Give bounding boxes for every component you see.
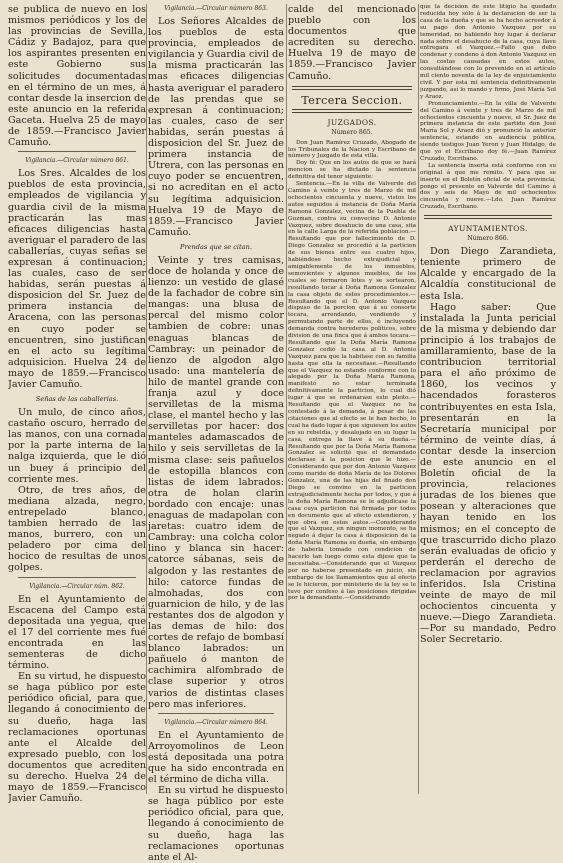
subheading: Prendas que se citan. [180, 242, 252, 251]
circular-header: Vigilancia.—Circular número 863. [164, 5, 268, 12]
paragraph: Don Diego Zarandieta, teniente primero de Alcalde y encargado de la Alcaldía constitucional de esta Isla. [420, 246, 556, 302]
paragraph: Veinte y tres camisas, doce de holanda y once de lienzo: un vestido de glasé de la fachador de cobre sin mangas: una blusa de percal del mismo color tambien de cobre: unas enaguas blancas de Cambray: un peinador de lienzo de algodon algo usado: una mantelería de hilo de mantel grande con franja azul y doce servilletas de la misma clase, el mantel hecho y las servilletas por hacer: dos manteles adamascados de hilo y seis servilletas de la misma clase: seis pañuelos de estopilla blancos con listas de idem labrados: otra de holan clarin bordado con encaje: unas enaguas de madapolan con jaretas: cuatro idem de Cambray: una colcha color lino y blanca sin hacer: catorce sábanas, seis de algodon y las restantes de hilo: catorce fundas de almohadas, dos con guarnicion de hilo, y de las restantes dos de algodon y las demas de hilo: dos cortes de refajo de bombasí blanco labrados: un pañuelo ó manton de cachimira alfombrado de clase superior y otros varios de distintas clases pero mas inferiores. [148, 254, 284, 710]
section-heading: AYUNTAMIENTOS. [448, 224, 528, 234]
column-2 [148, 4, 284, 863]
paragraph: En su virtud, he dispuesto se haga público por este periódico oficial, para que, llegando á conocimiento de su dueño, haga las reclamaciones oportunas ante el Alcalde del expresado pueblo, con los documentos que acrediten su derecho. Huelva 24 de mayo de 1859.—Francisco Javier Camuño. [8, 671, 146, 805]
paragraph: Un mulo, de cinco años, castaño oscuro, herrado de las manos, con una cornada por la parte interna de la nalga izquierda, que le dió un buey á principio del corriente mes. [8, 407, 146, 485]
paragraph: se publica de nuevo en los mismos periódicos y los de las provincias de Sevilla, Cádiz y Badajoz, para que los aspirantes presenten en este Gobierno sus solicitudes documentadas en el término de un mes, á contar desde la insercion de este anuncio en la referida Gaceta. Huelva 25 de mayo de 1859.—Francisco Javier Camuño. [8, 4, 146, 149]
paragraph: calde del mencionado pueblo con los documentos que acrediten su derecho. Huelva 19 de mayo de 1859.—Francisco Javier Camuño. [288, 4, 416, 82]
section-heading: JUZGADOS. [327, 117, 377, 127]
double-rule [424, 215, 552, 219]
paragraph: Los Sres. Alcaldes de los pueblos de esta provincia, empleados de vigilancia y guardia civil de la misma practicarán las mas eficaces diligencias hasta averiguar el paradero de las caballerías, cuyas señas se expresan á continuacion; las cuales, caso de ser habidas, serán puestas á disposicion del Sr. Juez de primera instancia de Aracena, con las personas en cuyo poder se encuentren, sino justifican en el acto su legítima adquisicion. Huelva 24 de mayo de 1859.—Francisco Javier Camuño. [8, 168, 146, 390]
column-4 [420, 4, 556, 646]
paragraph: Doy fé: Que en los autos de que se hará mencion se ha dictado la sentencia definitiva del tenor siguiente: [288, 160, 416, 181]
notice-number: Número 865. [331, 128, 373, 136]
column-1 [8, 4, 146, 804]
column-rule [146, 4, 147, 794]
paragraph: Sentencia.—En la villa de Valverde del Camino á veinte y tres de Marzo de mil ochocientos cincuenta y nueve, vistos los autos seguidos á instancia de Doña María Ramona Gonzalez, vecina de la Puebla de Guzman, contra su convecino D. Antonio Vazquez, sobre desahucio de una casa, sita en la calle Larga de la referida poblacion.—Resultando que por fallecimiento de D. Diego Gonzalez se procedió á la particion de sus bienes entre sus cuatro hijos, habiéndose hecho extrajudicial y amigablemente de los inmuebles, semovientes y algunos muebles, de los cuales se formaron lotes y se sortearon, resultando tocar á Doña Ramona Gonzalez la casa objeto de estos procedimientos.—Resultando que el D. Antonio Vazquez dispuso de la porcion que á su consorte tocara, arrendando, vendiendo y permutando parte de ellos, é incluyendo demanda contra herederos políticos, sobre division de una finca que á ambos tocara.—Resultando que la Doña María Ramona Gonzalez cedió la casa al D. Antonio Vazquez para que la habitase con su familia hasta que ella la necesitase.—Resultando que el Vazquez no estando conforme con lo alegado por la Doña María Ramona, manifestó no estar terminada definitivamente la particion, lo cual dió lugar á que se ordenarase este pleito.—Resultando que el Vazquez no ha contestado á la demanda, á pesar de las citaciones que al efecto se le han hecho, lo cual ha dado lugar á que siguiesen los autos en su rebeldía, y desalojado en su lugar la casa, entrega la llave á su dueña.—Resultando que por la Doña María Ramona Gonzalez se solicitó que el demandado declarase á la posicion que le hizo.—Considerando que por don Antonio Vazquez como marido de doña María de los Dolores Gonzalez, una de las hijas del finado don Diego se convino en la particion extrajudicialmente hecha por todos, y que á la doña María Ramona se le adjudicase la casa cuya particion fué firmada por todos en documento que al efecto extendieron, y que obra en estos autos.—Considerando que el Vazquez, en ningun momento, se ha negado á dejar la casa á disposicion de la doña María Ramona su dueña, sin embargo de haberla tomado con condicion de hacerlo tan luego como esta dijese que la necesitaba.—Considerando que el Vazquez por no haberse presentado en juicio, sin embargo de los llamamientos que al efecto se le hicieron, por ministerio de la ley se le tuvo por confeso á las posiciones dirigidas por la demandante.—Considerando [288, 181, 416, 602]
notice-number: Número 866. [467, 235, 509, 243]
double-rule [292, 86, 412, 90]
double-rule [292, 109, 412, 113]
paragraph: Don Juan Ramírez Cruzado, Abogado de los Tribunales de la Nacion y Escribano de número y Juzgado de esta villa. [288, 139, 416, 160]
paragraph: Hago saber: Que instalada la Junta pericial de la misma y debiendo dar principio á los trabajos de amillaramiento, base de la contribucion territorial para el año próximo de 1860, los vecinos y hacendados forasteros contribuyentes en esta Isla, presentarán en la Secretaría municipal por término de veinte días, á contar desde la insercion de este anuncio en el Boletín oficial de la provincia, relaciones juradas de los bienes que posean y alteraciones que hayan tenido en los mismos; en el concepto de que trascurrido dicho plazo serán evaluadas de oficio y perderán el derecho de reclamacion por agravios inferidos. Isla Cristina veinte de mayo de mil ochocientos cincuenta y nueve.—Diego Zarandieta.—Por su mandado, Pedro Soler Secretario. [420, 301, 556, 646]
circular-header: Vigilancia.—Circular número 861. [25, 157, 129, 165]
paragraph: En su virtud he dispuesto se haga público por este periódico oficial, para que, llegando á conocimiento de su dueño, haga las reclamaciones oportunas ante el Al- [148, 785, 284, 863]
paragraph: que la decision de este litigio ha quedado reducida hoy sólo á la declaracion de ser la casa de la dueña y que se ha hecho acreedor á su pago don Antonio Vazquez por su temeridad, no habiendo hoy lugar á declarar nada sobre el desahucio de la casa, cuya llave entregara el Vazquez.—Fallo que debo condenar y condeno á don Antonio Vazquez en las costas causadas en estos autos, consultándose con lo prevenido en el artículo mil ciento noventa de la ley de enjuiciamiento civil. Y por esta mi sentencia definitivamente juzgando, así lo mando y firmo, José María Sol y Araoz. [420, 4, 556, 100]
column-rule [418, 4, 419, 794]
paragraph: En el Ayuntamiento de Escacena del Campo está depositada una yegua, que el 17 del corriente mes fué encontrada en las sementeras de dicho término. [8, 593, 146, 672]
circular-header: Vigilancia.—Circular número 864. [164, 718, 268, 726]
paragraph: En el Ayuntamiento de Arroyomolinos de Leon está depositada una potra que ha sido encontrada en el término de dicha villa. [148, 729, 284, 786]
paragraph: Pronunciamiento.—En la villa de Valverde del Camino á veinte y tres de Marzo de mil ochocientos cincuenta y nueve, el Sr. Juez de primera instancia de este partido don José María Sol y Araoz dió y pronunció la anterior sentencia, estando en audiencia pública, siendo testigos Juan Yeron y Juan Hidalgo, de que yo el Escribano doy fé.—Juan Ramírez Cruzado, Escribano. [420, 100, 556, 162]
column-3 [288, 4, 416, 602]
divider [18, 151, 136, 152]
paragraph: Otro, de tres años, de mediana alzada, negro, entrepelado blanco, tambien herrado de las manos, burrero, con un peladero por cima del hocico de resultas de unos golpes. [8, 484, 146, 574]
divider [158, 713, 274, 714]
subheading: Señas de las caballerías. [35, 395, 119, 404]
column-rule [286, 4, 287, 794]
paragraph: Los Señores Alcaldes de los pueblos de esta provincia, empleados de vigilancia y Guardia civil de la misma practicarán las mas eficaces diligencias hasta averiguar el paradero de las prendas que se expresan á continuacion; las cuales, caso de ser habidas, serán puestas á disposicion del Sr. Juez de primera instancia de Utrera, con las personas en cuyo poder se encuentren, si no acreditan en el acto su legítima adquisicion. Huelva 19 de Mayo de 1859.—Francisco Javier Camuño. [148, 16, 284, 238]
circular-header: Vigilancia.—Circular núm. 862. [29, 582, 125, 590]
divider [18, 577, 136, 578]
section-title: Tercera Seccion. [301, 93, 403, 107]
paragraph: La sentencia inserta está conforme con su original á que me remito. Y para que se inserte en el Boletín oficial de esta provincia, pongo el presente en Valverde del Camino á dos y seis de Mayo de mil ochocientos cincuenta y nueve.—Ldo. Juan Ramírez Cruzado, Escribano. [420, 162, 556, 211]
